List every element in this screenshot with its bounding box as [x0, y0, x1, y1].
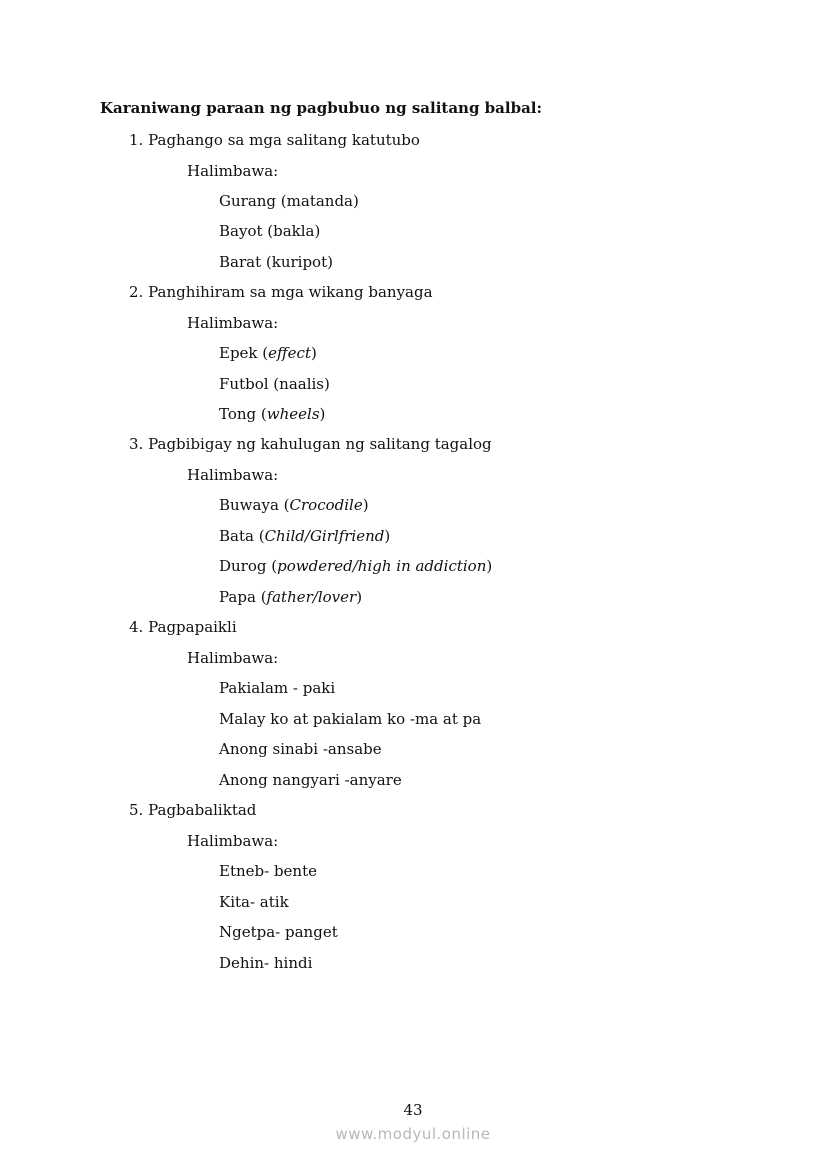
example-label: Halimbawa:: [187, 466, 279, 484]
example-item: Kita- atik: [219, 893, 289, 911]
example-label: Halimbawa:: [187, 162, 279, 180]
example-item: Epek (effect): [219, 344, 317, 362]
example-item: Bata (Child/Girlfriend): [219, 527, 391, 545]
example-item: Etneb- bente: [219, 862, 317, 880]
example-item: Bayot (bakla): [219, 222, 321, 240]
example-item: Anong nangyari -anyare: [219, 771, 402, 789]
page-heading: Karaniwang paraan ng pagbubuo ng salitang balbal:: [100, 99, 543, 117]
example-item: Dehin- hindi: [219, 954, 313, 972]
example-item: Malay ko at pakialam ko -ma at pa: [219, 710, 482, 728]
watermark: www.modyul.online: [335, 1125, 491, 1143]
example-item: Durog (powdered/high in addiction): [219, 557, 493, 575]
section-title: 5. Pagbabaliktad: [129, 801, 257, 819]
example-label: Halimbawa:: [187, 832, 279, 850]
example-item: Papa (father/lover): [219, 588, 363, 606]
example-item: Pakialam - paki: [219, 679, 336, 697]
example-label: Halimbawa:: [187, 314, 279, 332]
section-title: 2. Panghihiram sa mga wikang banyaga: [129, 283, 433, 301]
section-title: 1. Paghango sa mga salitang katutubo: [129, 131, 420, 149]
example-item: Anong sinabi -ansabe: [219, 740, 382, 758]
example-label: Halimbawa:: [187, 649, 279, 667]
page-number: 43: [403, 1101, 423, 1119]
section-title: 3. Pagbibigay ng kahulugan ng salitang tagalog: [129, 435, 492, 453]
example-item: Barat (kuripot): [219, 253, 333, 271]
example-item: Tong (wheels): [219, 405, 326, 423]
example-item: Futbol (naalis): [219, 375, 330, 393]
section-title: 4. Pagpapaikli: [129, 618, 237, 636]
example-item: Buwaya (Crocodile): [219, 496, 369, 514]
example-item: Gurang (matanda): [219, 192, 359, 210]
example-item: Ngetpa- panget: [219, 923, 338, 941]
